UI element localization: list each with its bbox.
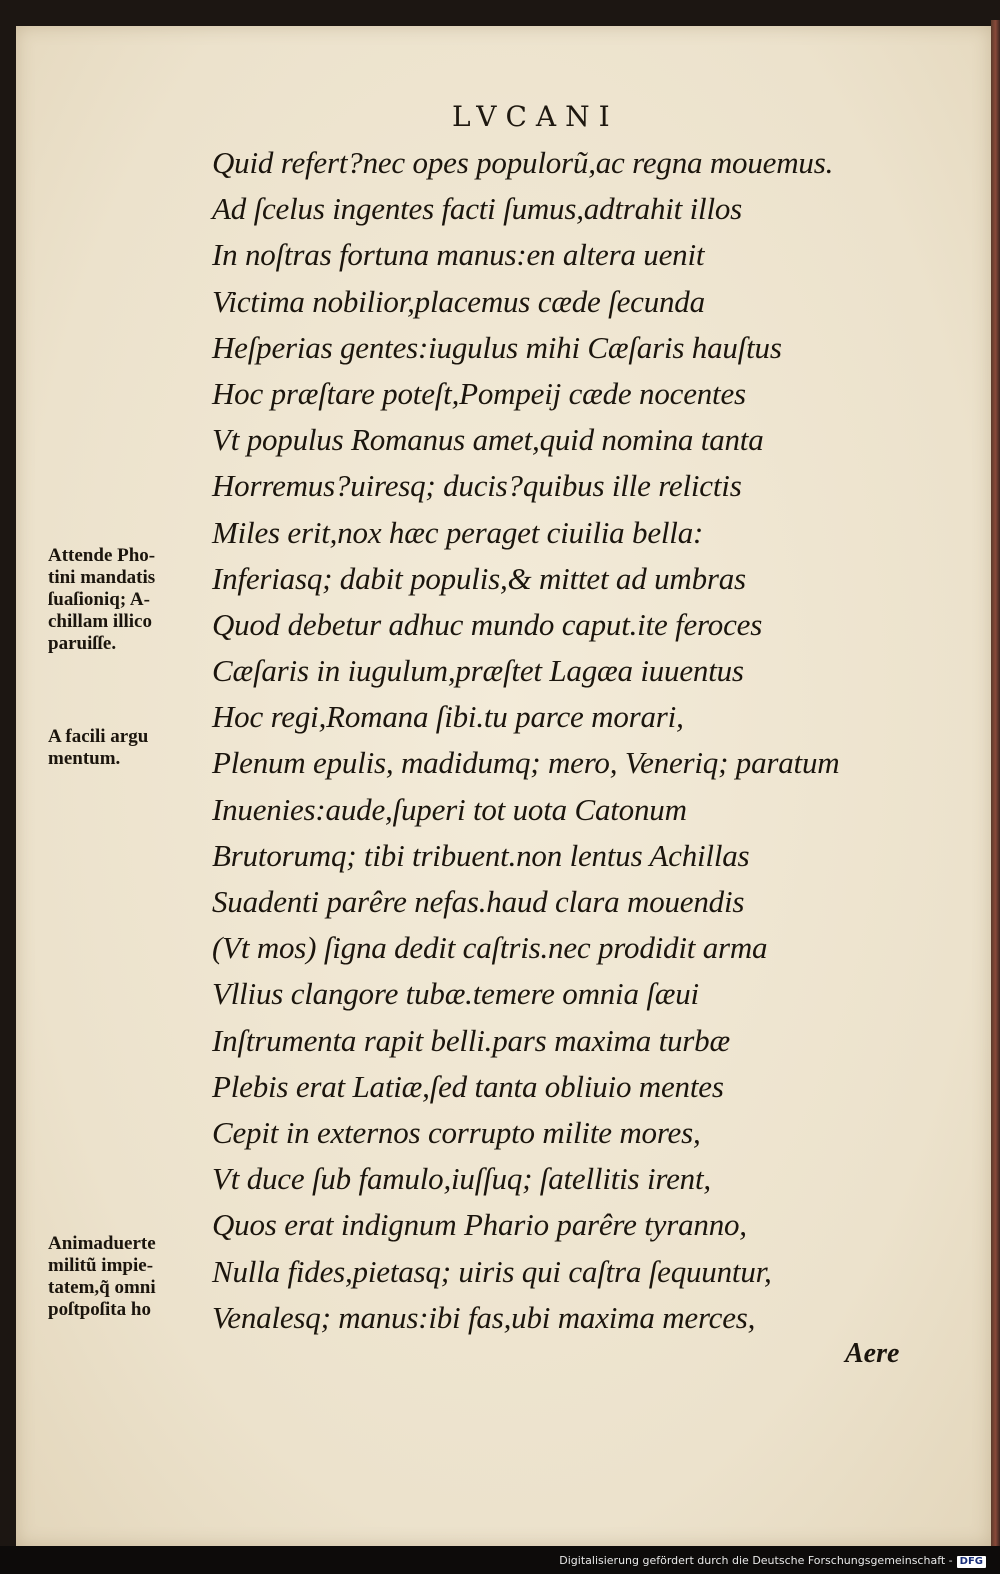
verse-line: Inuenies:aude,ſuperi tot uota Catonum bbox=[212, 791, 687, 827]
marginal-note-line: chillam illico bbox=[48, 611, 152, 632]
verse-line: Horremus?uiresq; ducis?quibus ille relictis bbox=[212, 468, 742, 504]
book-edge bbox=[991, 20, 1000, 1550]
verse-line: Vt populus Romanus amet,quid nomina tanta bbox=[212, 422, 764, 458]
verse-line: Quid refert?nec opes populorũ,ac regna mouemus. bbox=[212, 145, 834, 180]
digitization-footer bbox=[0, 1546, 1000, 1574]
catchword: Aere bbox=[845, 1338, 900, 1369]
verse-line: Vt duce ſub famulo,iuſſuq; ſatellitis irent, bbox=[212, 1161, 711, 1197]
verse-line: Heſperias gentes:iugulus mihi Cæſaris hauſtus bbox=[212, 329, 782, 365]
verse-line: Hoc regi,Romana ſibi.tu parce morari, bbox=[212, 699, 684, 735]
verse-line: Brutorumq; tibi tribuent.non lentus Achillas bbox=[212, 837, 750, 873]
verse-line: Nulla fides,pietasq; uiris qui caſtra ſequuntur, bbox=[212, 1253, 772, 1289]
verse-line: Quos erat indignum Phario parêre tyranno, bbox=[212, 1207, 747, 1243]
verse-line: Inſtrumenta rapit belli.pars maxima turbæ bbox=[212, 1022, 730, 1058]
running-head: LVCANI bbox=[452, 100, 619, 133]
verse-line: Ad ſcelus ingentes facti ſumus,adtrahit illos bbox=[212, 191, 743, 227]
verse-line: Hoc præſtare poteſt,Pompeij cæde nocentes bbox=[212, 375, 746, 411]
verse-line: Inferiasq; dabit populis,& mittet ad umbras bbox=[212, 560, 746, 596]
marginal-note-line: poſtpoſita ho bbox=[48, 1299, 151, 1320]
marginal-note-line: ſuaſioniq; A- bbox=[48, 589, 150, 610]
marginal-note-photinus bbox=[48, 545, 213, 655]
verse-line: Suadenti parêre nefas.haud clara mouendis bbox=[212, 884, 745, 919]
verse-line: Quod debetur adhuc mundo caput.ite feroces bbox=[212, 606, 763, 642]
marginal-note-animaduerte bbox=[48, 1233, 213, 1321]
marginal-note-line: Animaduerte bbox=[48, 1233, 156, 1254]
marginal-note-line: militũ impie- bbox=[48, 1255, 154, 1276]
verse-line: Plenum epulis, madidumq; mero, Veneriq; paratum bbox=[212, 745, 840, 781]
verse-line: Vllius clangore tubæ.temere omnia ſæui bbox=[212, 976, 699, 1012]
marginal-note-line: tini mandatis bbox=[48, 567, 156, 588]
marginal-note-line: Attende Pho- bbox=[48, 545, 156, 566]
verse-line: Cepit in externos corrupto milite mores, bbox=[212, 1114, 701, 1150]
marginal-note-line: mentum. bbox=[48, 748, 121, 769]
marginal-note-line: tatem,q̃ omni bbox=[48, 1277, 156, 1298]
verse-line: (Vt mos) ſigna dedit caſtris.nec prodidit arma bbox=[212, 930, 768, 966]
marginal-note-argumentum bbox=[48, 726, 213, 770]
footer-credit bbox=[559, 1554, 986, 1568]
marginal-note-line: A facili argu bbox=[48, 726, 149, 747]
verse-line: In noſtras fortuna manus:en altera uenit bbox=[212, 237, 705, 273]
footer-credit-text: Digitalisierung gefördert durch die Deutsche Forschungsgemeinschaft - bbox=[559, 1554, 953, 1567]
dfg-logo-badge: DFG bbox=[957, 1556, 986, 1568]
verse-line: Plebis erat Latiæ,ſed tanta obliuio mentes bbox=[212, 1068, 724, 1104]
verse-line: Victima nobilior,placemus cæde ſecunda bbox=[212, 283, 705, 319]
verse-line: Cæſaris in iugulum,præſtet Lagæa iuuentus bbox=[212, 653, 744, 689]
verse-line: Miles erit,nox hæc peraget ciuilia bella: bbox=[212, 514, 704, 550]
verse-list bbox=[212, 140, 839, 1341]
verse-line: Venalesq; manus:ibi fas,ubi maxima merces, bbox=[212, 1299, 756, 1335]
marginal-note-line: paruiſſe. bbox=[48, 633, 117, 654]
